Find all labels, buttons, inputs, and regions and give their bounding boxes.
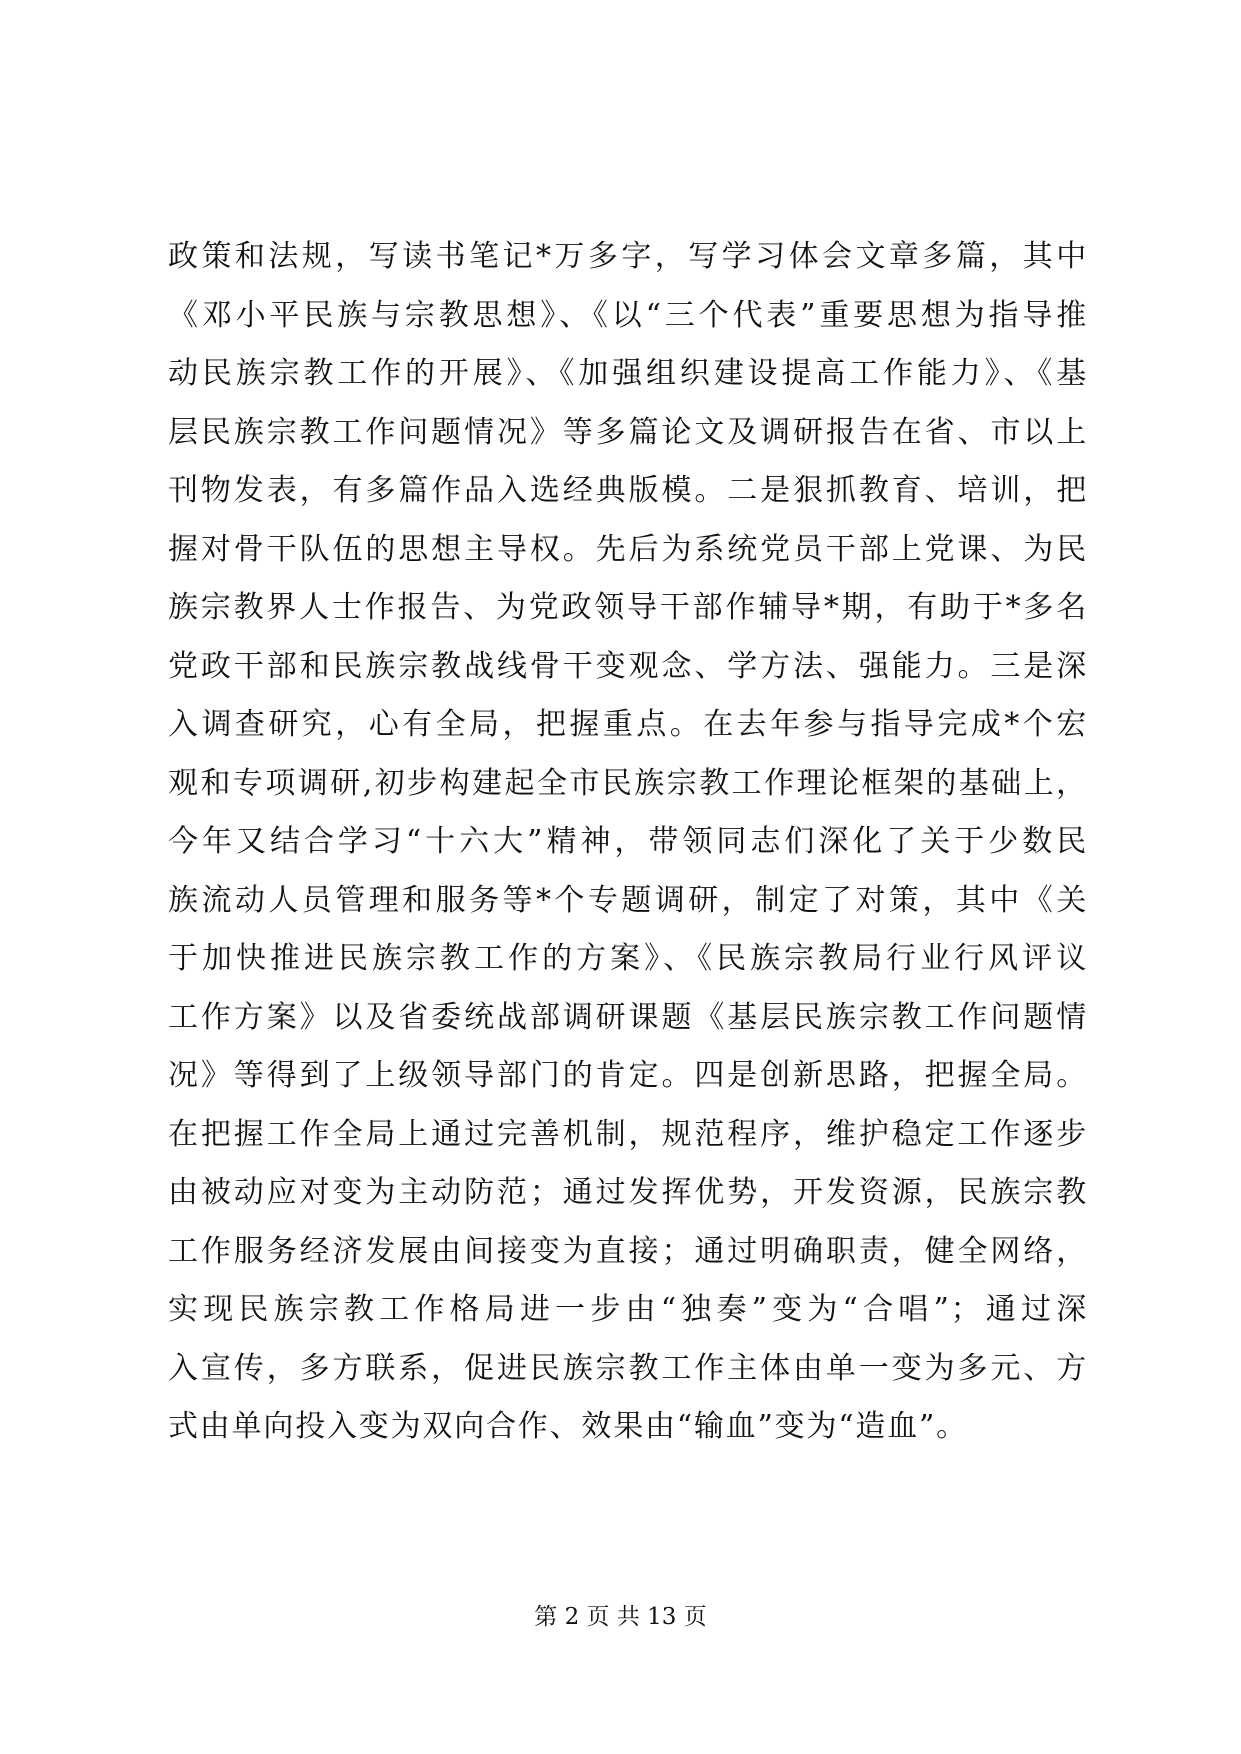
text-line: 今年又结合学习“十六大”精神，带领同志们深化了关于少数民 — [168, 824, 1088, 859]
text-line: 政策和法规，写读书笔记*万多字，写学习体会文章多篇，其中 — [168, 239, 1088, 274]
text-line: 于加快推进民族宗教工作的方案》、《民族宗教局行业行风评议 — [168, 941, 1088, 976]
text-line: 握对骨干队伍的思想主导权。先后为系统党员干部上党课、为民 — [168, 531, 1088, 567]
page-number-footer: 第 2 页 共 13 页 — [534, 1604, 707, 1630]
body-paragraph — [168, 228, 1088, 1457]
text-line: 实现民族宗教工作格局进一步由“独奏”变为“合唱”；通过深 — [168, 1292, 1088, 1327]
text-line: 观和专项调研,初步构建起全市民族宗教工作理论框架的基础上， — [168, 765, 1088, 801]
text-line: 在把握工作全局上通过完善机制，规范程序，维护稳定工作逐步 — [168, 1116, 1088, 1152]
text-line: 族流动人员管理和服务等*个专题调研，制定了对策，其中《关 — [168, 882, 1088, 918]
text-line: 入宣传，多方联系，促进民族宗教工作主体由单一变为多元、方 — [168, 1350, 1088, 1386]
text-line: 动民族宗教工作的开展》、《加强组织建设提高工作能力》、《基 — [168, 356, 1088, 391]
text-line: 党政干部和民族宗教战线骨干变观念、学方法、强能力。三是深 — [168, 648, 1088, 684]
text-line: 《邓小平民族与宗教思想》、《以“三个代表”重要思想为指导推 — [168, 297, 1088, 333]
text-line: 由被动应对变为主动防范；通过发挥优势，开发资源，民族宗教 — [168, 1175, 1088, 1210]
text-line: 况》等得到了上级领导部门的肯定。四是创新思路，把握全局。 — [168, 1058, 1088, 1093]
text-line: 式由单向投入变为双向合作、效果由“输血”变为“造血”。 — [168, 1409, 968, 1444]
text-line: 刊物发表，有多篇作品入选经典版模。二是狠抓教育、培训，把 — [168, 473, 1088, 508]
text-line: 工作方案》以及省委统战部调研课题《基层民族宗教工作问题情 — [168, 999, 1088, 1035]
text-line: 层民族宗教工作问题情况》等多篇论文及调研报告在省、市以上 — [168, 414, 1088, 450]
text-line: 工作服务经济发展由间接变为直接；通过明确职责，健全网络， — [168, 1233, 1088, 1269]
text-line: 族宗教界人士作报告、为党政领导干部作辅导*期，有助于*多名 — [168, 590, 1088, 625]
text-line: 入调查研究，心有全局，把握重点。在去年参与指导完成*个宏 — [168, 707, 1088, 742]
